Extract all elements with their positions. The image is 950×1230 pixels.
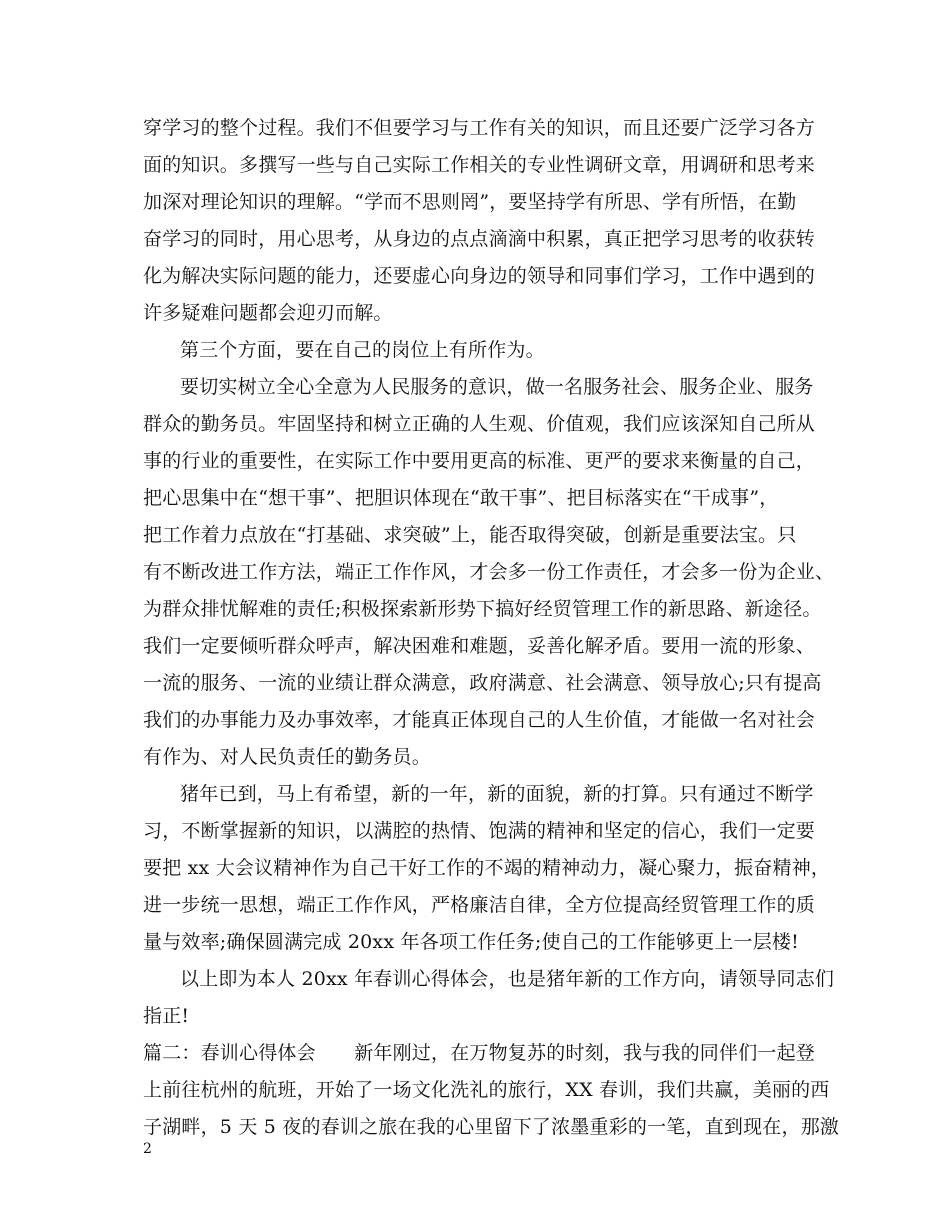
paragraph-heading-line: 第三个方面，要在自己的岗位上有所作为。 (180, 339, 545, 361)
body-text-line: 量与效率;确保圆满完成 20xx 年各项工作任务;使自己的工作能够更上一层楼! (143, 931, 799, 953)
body-text-line: 事的行业的重要性，在实际工作中要用更高的标准、更严的要求来衡量的自己， (143, 450, 816, 472)
body-text-line: 进一步统一思想，端正工作作风，严格廉洁自律，全方位提高经贸管理工作的质 (143, 894, 816, 916)
body-text-line: 上前往杭州的航班，开始了一场文化洗礼的旅行，XX 春训，我们共赢，美丽的西 (143, 1079, 830, 1101)
body-text-line: 把工作着力点放在“打基础、求突破”上，能否取得突破，创新是重要法宝。只 (143, 524, 797, 546)
body-text-line: 为群众排忧解难的责任;积极探索新形势下搞好经贸管理工作的新思路、新途径。 (143, 598, 822, 620)
body-text-line: 穿学习的整个过程。我们不但要学习与工作有关的知识，而且还要广泛学习各方 (143, 117, 816, 139)
body-text-line: 有不断改进工作方法，端正工作作风，才会多一份工作责任，才会多一份为企业、 (143, 561, 835, 583)
section-heading-line: 篇二：春训心得体会 新年刚过，在万物复苏的时刻，我与我的同伴们一起登 (143, 1042, 816, 1064)
body-text-line: 化为解决实际问题的能力，还要虚心向身边的领导和同事们学习，工作中遇到的 (143, 265, 816, 287)
body-text-line: 要把 xx 大会议精神作为自己干好工作的不竭的精神动力，凝心聚力，振奋精神， (143, 857, 831, 879)
body-text-line: 面的知识。多撰写一些与自己实际工作相关的专业性调研文章，用调研和思考来 (143, 154, 816, 176)
body-text-line: 群众的勤务员。牢固坚持和树立正确的人生观、价值观，我们应该深知自己所从 (143, 413, 816, 435)
body-text-line: 以上即为本人 20xx 年春训心得体会，也是猪年新的工作方向，请领导同志们 (180, 968, 835, 990)
body-text-line: 把心思集中在“想干事”、把胆识体现在“敢干事”、把目标落实在“干成事”， (143, 487, 779, 509)
body-text-line: 习，不断掌握新的知识，以满腔的热情、饱满的精神和坚定的信心，我们一定要 (143, 820, 816, 842)
body-text-line: 我们一定要倾听群众呼声，解决困难和难题，妥善化解矛盾。要用一流的形象、 (143, 635, 816, 657)
body-text-line: 加深对理论知识的理解。“学而不思则罔”，要坚持学有所思、学有所悟，在勤 (143, 191, 797, 213)
page-number: 2 (143, 1141, 152, 1157)
body-text-line: 子湖畔，5 天 5 夜的春训之旅在我的心里留下了浓墨重彩的一笔，直到现在，那激 (143, 1116, 840, 1138)
body-text-line: 有作为、对人民负责任的勤务员。 (143, 746, 432, 768)
body-text-line: 一流的服务、一流的业绩让群众满意，政府满意、社会满意、领导放心;只有提高 (143, 672, 822, 694)
body-text-line: 我们的办事能力及办事效率，才能真正体现自己的人生价值，才能做一名对社会 (143, 709, 816, 731)
body-text-line: 许多疑难问题都会迎刃而解。 (143, 302, 393, 324)
body-text-line: 要切实树立全心全意为人民服务的意识，做一名服务社会、服务企业、服务 (180, 376, 814, 398)
body-text-line: 猪年已到，马上有希望，新的一年，新的面貌，新的打算。只有通过不断学 (180, 783, 814, 805)
body-text-line: 指正! (143, 1005, 190, 1027)
body-text-line: 奋学习的同时，用心思考，从身边的点点滴滴中积累，真正把学习思考的收获转 (143, 228, 816, 250)
